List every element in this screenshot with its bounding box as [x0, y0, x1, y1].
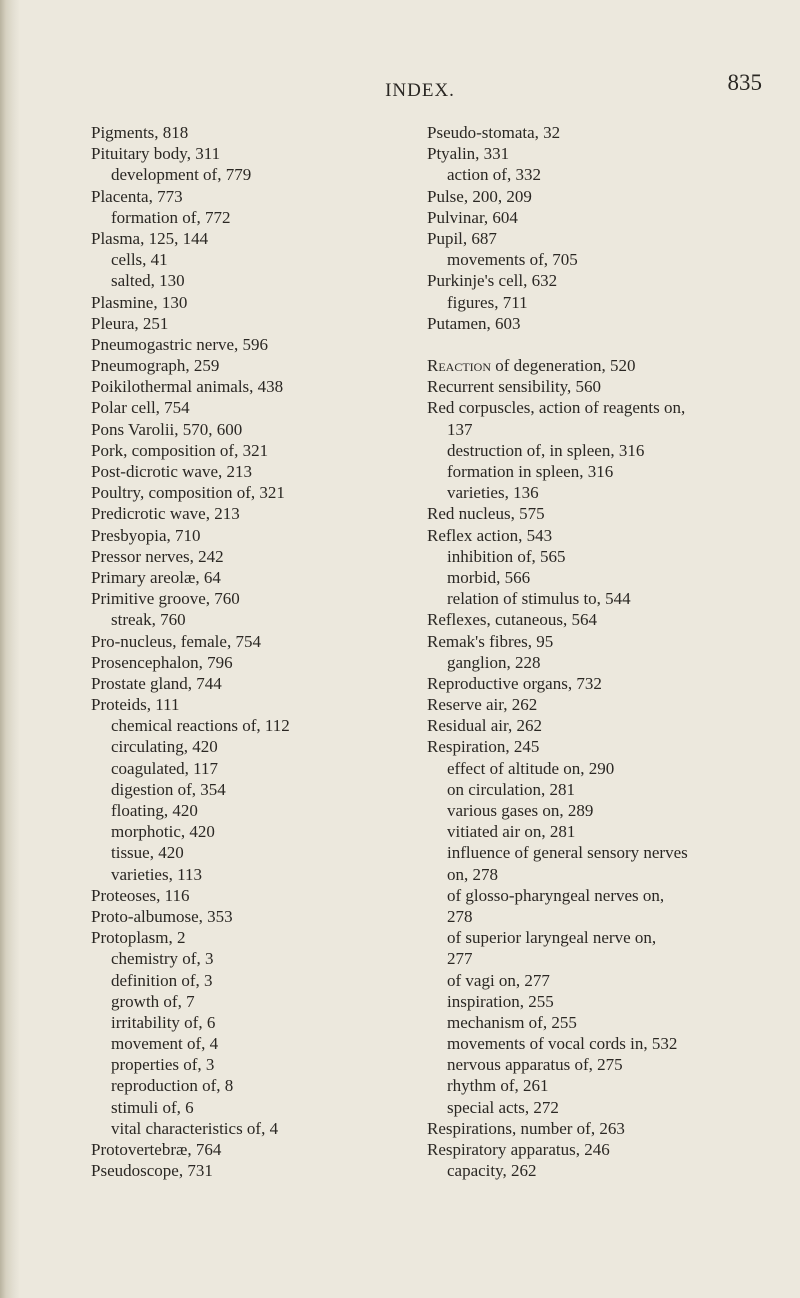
- index-entry: Placenta, 773: [91, 186, 183, 206]
- index-entry: Reserve air, 262: [427, 695, 538, 715]
- index-subentry: vitiated air on, 281: [447, 822, 576, 842]
- index-subentry: relation of stimulus to, 544: [447, 589, 631, 609]
- index-subentry: of vagi on, 277: [447, 970, 550, 990]
- page-number: 835: [727, 70, 762, 95]
- index-entry: Red nucleus, 575: [427, 504, 545, 524]
- index-entry: Plasmine, 130: [91, 292, 188, 312]
- index-subentry: circulating, 420: [111, 737, 218, 757]
- index-entry: Pituitary body, 311: [91, 144, 221, 164]
- index-entry: Primary areolæ, 64: [91, 567, 221, 587]
- index-subentry: formation of, 772: [111, 207, 231, 227]
- index-entry: Prostate gland, 744: [91, 673, 222, 693]
- index-subentry: streak, 760: [111, 610, 186, 630]
- index-subentry: ganglion, 228: [447, 652, 541, 672]
- index-subentry: definition of, 3: [111, 970, 213, 990]
- index-subentry: formation in spleen, 316: [447, 462, 614, 481]
- page-binding-edge: [0, 0, 20, 1298]
- index-subentry: of glosso-pharyngeal nerves on,: [447, 885, 665, 905]
- index-subentry: on circulation, 281: [447, 779, 575, 799]
- index-entry: Proto-albumose, 353: [91, 906, 233, 926]
- index-entry: Poultry, composition of, 321: [91, 483, 285, 503]
- index-entry: Post-dicrotic wave, 213: [91, 462, 252, 481]
- index-entry: Polar cell, 754: [91, 398, 190, 418]
- index-subentry: salted, 130: [111, 271, 185, 291]
- index-subentry: morbid, 566: [447, 567, 531, 587]
- index-subentry: inhibition of, 565: [447, 546, 566, 566]
- index-entry: Pneumogastric nerve, 596: [91, 334, 269, 354]
- index-subentry: figures, 711: [447, 292, 528, 312]
- index-subentry: mechanism of, 255: [447, 1012, 577, 1032]
- index-entry: Pork, composition of, 321: [91, 440, 269, 460]
- index-subentry: rhythm of, 261: [447, 1076, 549, 1096]
- index-entry: Respiratory apparatus, 246: [427, 1140, 610, 1159]
- index-entry: Reflex action, 543: [427, 525, 553, 545]
- index-entry: Purkinje's cell, 632: [427, 271, 558, 291]
- index-entry: Proteids, 111: [91, 695, 180, 715]
- index-subentry: stimuli of, 6: [111, 1097, 194, 1117]
- index-column-left: [91, 122, 391, 1181]
- index-subentry: 277: [447, 949, 473, 969]
- index-subentry: chemical reactions of, 112: [111, 716, 290, 736]
- index-subentry: movements of vocal cords in, 532: [447, 1034, 678, 1054]
- index-subentry: of superior laryngeal nerve on,: [447, 928, 657, 948]
- index-entry: Reproductive organs, 732: [427, 673, 602, 693]
- index-entry: Prosencephalon, 796: [91, 652, 233, 672]
- index-subentry: digestion of, 354: [111, 779, 226, 799]
- index-entry: Protovertebræ, 764: [91, 1140, 222, 1159]
- index-subentry: effect of altitude on, 290: [447, 758, 615, 778]
- index-entry: Primitive groove, 760: [91, 589, 240, 609]
- index-entry: Recurrent sensibility, 560: [427, 377, 602, 397]
- running-header-title: INDEX.: [385, 80, 455, 101]
- index-column-right: [427, 122, 772, 1181]
- index-subentry: movements of, 705: [447, 250, 578, 270]
- index-entry: Presbyopia, 710: [91, 525, 201, 545]
- index-entry: Respirations, number of, 263: [427, 1118, 625, 1138]
- index-entry: Pressor nerves, 242: [91, 546, 224, 566]
- index-subentry: development of, 779: [111, 165, 252, 185]
- index-subentry: special acts, 272: [447, 1097, 559, 1117]
- index-subentry: chemistry of, 3: [111, 949, 214, 969]
- index-entry: Reflexes, cutaneous, 564: [427, 610, 597, 630]
- index-entry: Pleura, 251: [91, 313, 169, 333]
- index-subentry: nervous apparatus of, 275: [447, 1055, 623, 1075]
- index-entry: Putamen, 603: [427, 313, 521, 333]
- index-subentry: various gases on, 289: [447, 801, 594, 820]
- index-entry: Ptyalin, 331: [427, 144, 510, 164]
- index-subentry: destruction of, in spleen, 316: [447, 440, 645, 460]
- index-gap: [427, 334, 772, 355]
- index-entry: Red corpuscles, action of reagents on,: [427, 398, 686, 418]
- index-subentry: action of, 332: [447, 165, 541, 185]
- index-entry: Pseudoscope, 731: [91, 1161, 213, 1181]
- index-entry: Respiration, 245: [427, 737, 540, 757]
- index-subentry: floating, 420: [111, 801, 198, 820]
- index-subentry: capacity, 262: [447, 1161, 537, 1181]
- index-entry: Pigments, 818: [91, 123, 189, 142]
- index-subentry: 137: [447, 419, 473, 439]
- index-subentry: reproduction of, 8: [111, 1076, 234, 1096]
- index-subentry: 278: [447, 906, 473, 926]
- index-subentry: properties of, 3: [111, 1055, 215, 1075]
- index-subentry: coagulated, 117: [111, 758, 218, 778]
- index-subentry: on, 278: [447, 864, 498, 884]
- index-subentry: irritability of, 6: [111, 1012, 216, 1032]
- index-entry: Pro-nucleus, female, 754: [91, 631, 261, 651]
- index-entry: Proteoses, 116: [91, 885, 190, 905]
- index-entry: Reaction of degeneration, 520: [427, 356, 636, 376]
- index-entry: Plasma, 125, 144: [91, 228, 209, 248]
- index-entry: Pulse, 200, 209: [427, 186, 532, 206]
- index-entry: Pneumograph, 259: [91, 356, 220, 376]
- index-entry: Predicrotic wave, 213: [91, 504, 240, 524]
- index-subentry: influence of general sensory nerves: [447, 843, 688, 863]
- index-subentry: tissue, 420: [111, 843, 184, 863]
- index-entry: Pulvinar, 604: [427, 207, 518, 227]
- index-entry: Residual air, 262: [427, 716, 542, 736]
- index-entry: Protoplasm, 2: [91, 928, 186, 948]
- index-entry: Pupil, 687: [427, 228, 497, 248]
- index-entry: Poikilothermal animals, 438: [91, 377, 284, 397]
- index-subentry: cells, 41: [111, 250, 168, 270]
- index-entry: Pons Varolii, 570, 600: [91, 419, 243, 439]
- index-subentry: inspiration, 255: [447, 991, 554, 1011]
- index-subentry: vital characteristics of, 4: [111, 1118, 279, 1138]
- index-subentry: varieties, 113: [111, 864, 202, 884]
- index-entry: Pseudo-stomata, 32: [427, 123, 561, 142]
- index-subentry: morphotic, 420: [111, 822, 215, 842]
- index-entry: Remak's fibres, 95: [427, 631, 554, 651]
- index-subentry: growth of, 7: [111, 991, 195, 1011]
- index-subentry: varieties, 136: [447, 483, 539, 503]
- index-subentry: movement of, 4: [111, 1034, 219, 1054]
